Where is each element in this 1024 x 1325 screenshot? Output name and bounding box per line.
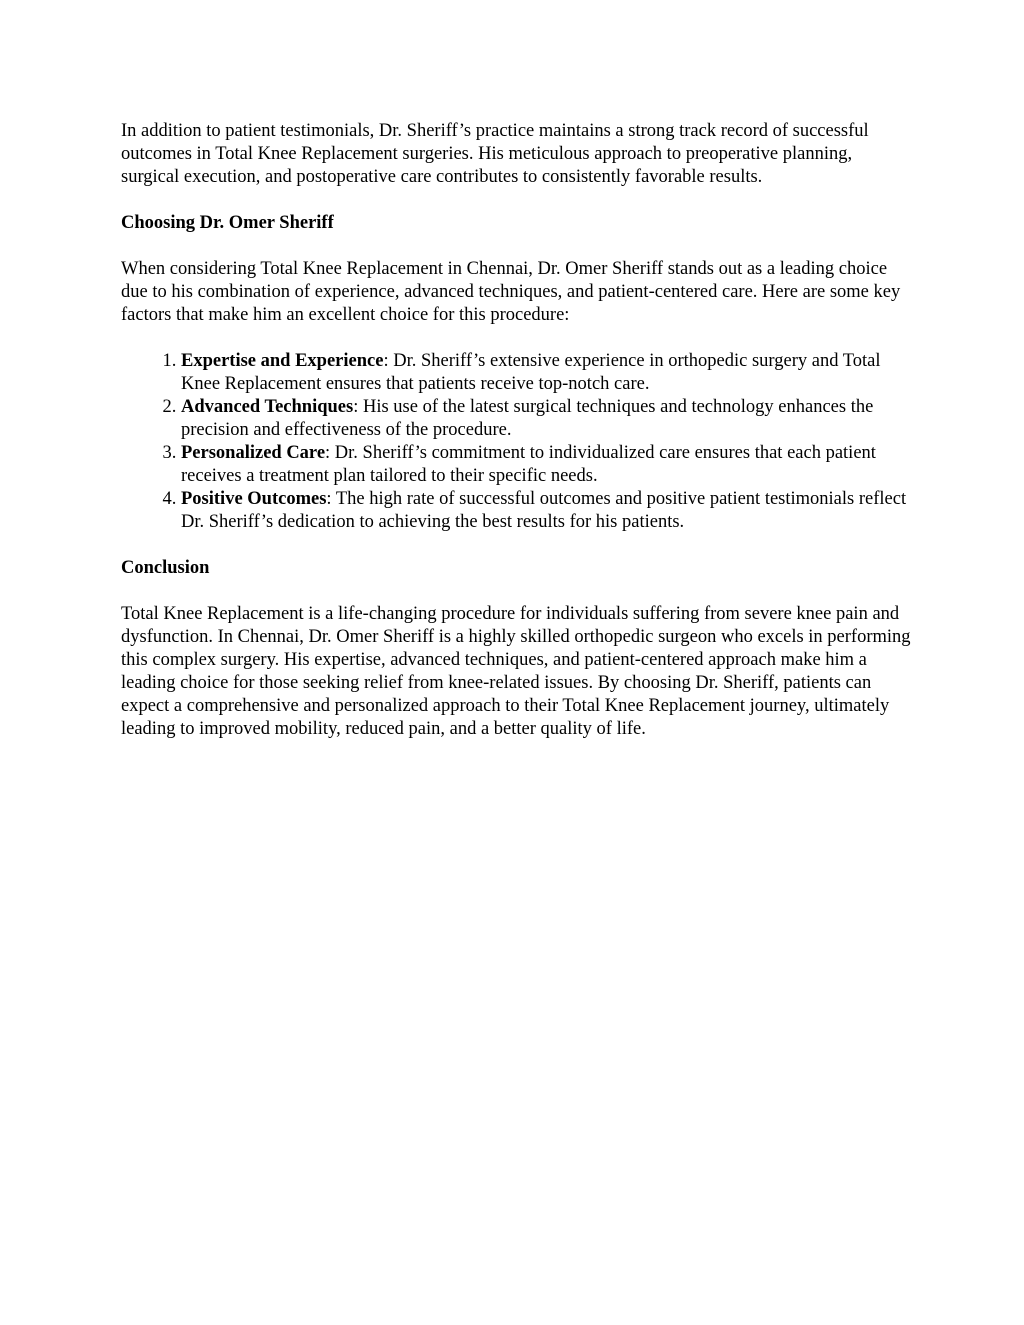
section-heading-choosing: Choosing Dr. Omer Sheriff [121, 213, 334, 233]
choosing-paragraph: When considering Total Knee Replacement in Chennai, Dr. Omer Sheriff stands out as a leading choice due to his combination of experience, advanced techniques, and patient-centered care. Here are some key factors that make him an excellent choice for this procedure: [121, 259, 901, 325]
list-item-title: Advanced Techniques [181, 397, 354, 417]
list-item [181, 488, 911, 534]
list-item-text: : The high rate of successful outcomes and positive patient testimonials reflect Dr. Sheriff’s dedication to achieving the best results for his patients. [181, 489, 907, 532]
list-item [181, 442, 911, 488]
list-item-title: Positive Outcomes [181, 489, 327, 509]
key-factors-list [121, 350, 911, 534]
list-item-title: Personalized Care [181, 443, 326, 463]
conclusion-paragraph: Total Knee Replacement is a life-changing procedure for individuals suffering from severe knee pain and dysfunction. In Chennai, Dr. Omer Sheriff is a highly skilled orthopedic surgeon who excels in performing this complex surgery. His expertise, advanced techniques, and patient-centered approach make him a leading choice for those seeking relief from knee-related issues. By choosing Dr. Sheriff, patients can expect a comprehensive and personalized approach to their Total Knee Replacement journey, ultimately leading to improved mobility, reduced pain, and a better quality of life. [121, 604, 911, 739]
intro-paragraph: In addition to patient testimonials, Dr. Sheriff’s practice maintains a strong track record of successful outcomes in Total Knee Replacement surgeries. His meticulous approach to preoperative planning, surgical execution, and postoperative care contributes to consistently favorable results. [121, 121, 869, 187]
list-item-text: : Dr. Sheriff’s extensive experience in orthopedic surgery and Total Knee Replacement ensures that patients receive top-notch care. [181, 351, 881, 394]
list-item-title: Expertise and Experience [181, 351, 384, 371]
document-body [121, 120, 911, 764]
list-item-text: : Dr. Sheriff’s commitment to individualized care ensures that each patient receives a treatment plan tailored to their specific needs. [181, 443, 876, 486]
list-item [181, 350, 911, 396]
section-heading-conclusion: Conclusion [121, 558, 210, 578]
list-item-text: : His use of the latest surgical techniques and technology enhances the precision and effectiveness of the procedure. [181, 397, 874, 440]
list-item [181, 396, 911, 442]
